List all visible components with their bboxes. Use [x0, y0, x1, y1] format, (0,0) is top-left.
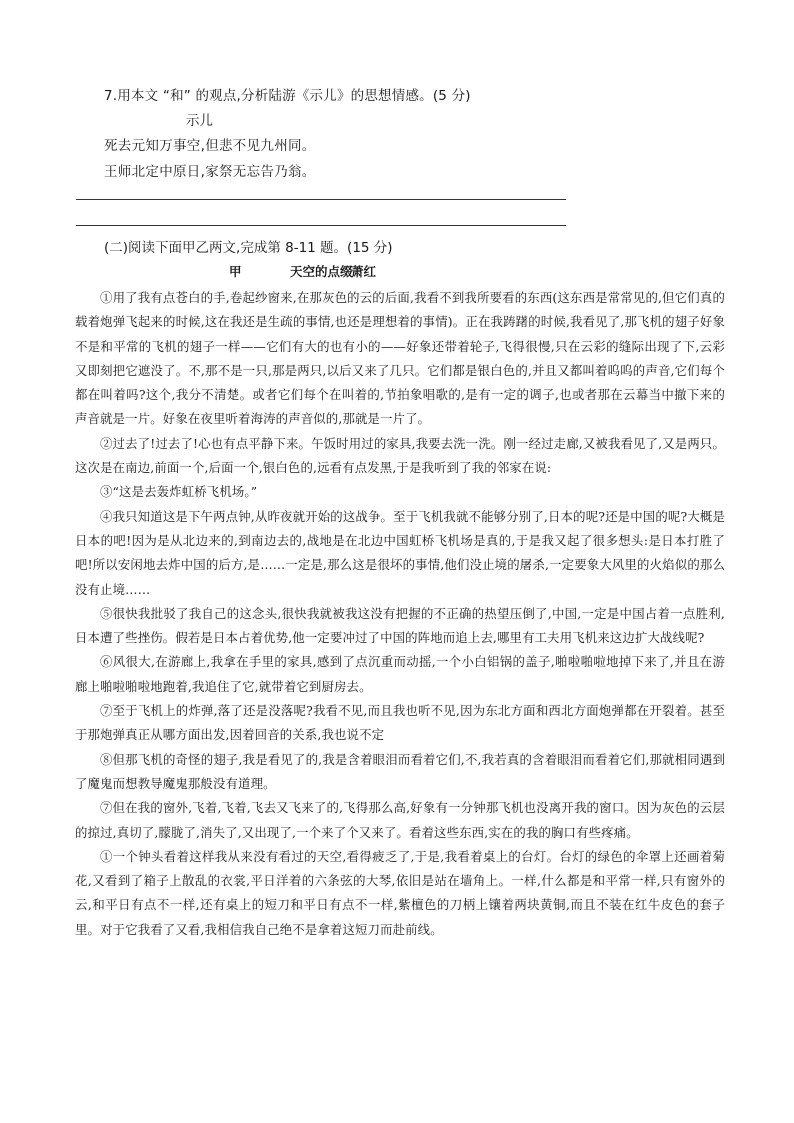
passage-mark: 甲 [229, 264, 242, 279]
paragraph: ①用了我有点苍白的手,卷起纱窗来,在那灰色的云的后面,我看不到我所要看的东西(这东西是常常见的,但它们真的载着炮弹飞起来的时候,这在我还是生疏的事情,也还是理想着的事情)。正在我踌躇的时候,我看见了,那飞机的翅子好象不是和平常的飞机的翅子一样——它们有大的也有小的——好象还带着轮子,飞得很慢,只在云彩的缝际出现了下,云彩又即刻把它遮没了。不,那不是一只,那是两只,以后又来了几只。它们都是银白色的,并且又都叫着呜呜的声音,它们每个都在叫着吗?这个,我分不清楚。或者它们每个在叫着的,节拍象唱歌的,是有一定的调子,也或者那在云幕当中撤下来的声音就是一片。好象在夜里听着海涛的声音似的,那就是一片了。 [75, 290, 725, 427]
paragraph: ⑤很快我批驳了我自己的这念头,很快我就被我这没有把握的不正确的热望压倒了,中国,一定是中国占着一点胜利,日本遭了些挫伤。假若是日本占着优势,他一定要冲过了中国的阵地而追上去,哪里有工夫用飞机来这边扩大战线呢? [75, 605, 725, 646]
paragraph: ⑥风很大,在游廊上,我拿在手里的家具,感到了点沉重而动摇,一个小白铝锅的盖子,啪啦啪啦地掉下来了,并且在游廊上啪啦啪啦地跑着,我追住了它,就带着它到厨房去。 [75, 654, 725, 694]
paragraph: ⑦至于飞机上的炸弹,落了还是没落呢?我看不见,而且我也听不见,因为东北方面和西北方面炮弹都在开裂着。甚至于那炮弹真正从哪方面出发,因着回音的关系,我也说不定 [75, 703, 725, 743]
poem-line-1: 死去元知万事空,但悲不见九州同。 [104, 138, 316, 154]
passage-title: 天空的点缀 [290, 264, 353, 279]
paragraph: ②过去了!过去了!心也有点平静下来。午饭时用过的家具,我要去洗一洗。刚一经过走廊,又被我看见了,又是两只。这次是在南边,前面一个,后面一个,银白色的,远看有点发黑,于是我听到了我的邻家在说: [75, 435, 725, 476]
answer-line [76, 199, 566, 200]
question-7-prompt: 7.用本文 “和” 的观点,分析陆游《示儿》的思想情感。(5 分) [104, 88, 471, 104]
paragraph: ④我只知道这是下午两点钟,从昨夜就开始的这战争。至于飞机我就不能够分别了,日本的呢?还是中国的呢?大概是日本的吧!因为是从北边来的,到南边去的,战地是在北边中国虹桥飞机场是真的,于是我又起了很多想头:是日本打胜了吧!所以安闲地去炸中国的后方,是……一定是,那么这是很坏的事情,他们没止境的屠杀,一定要象大风里的火焰似的那么没有止境…… [75, 508, 725, 597]
paragraph: ③“这是去轰炸虹桥飞机场。” [100, 484, 258, 500]
paragraph: ①一个钟头看着这样我从来没有看过的天空,看得疲乏了,于是,我看着桌上的台灯。台灯的绿色的伞罩上还画着菊花,又看到了箱子上散乱的衣裳,平日洋着的六条弦的大琴,依旧是站在墙角上。一样,什么都是和平常一样,只有窗外的云,和平日有点不一样,还有桌上的短刀和平日有点不一样,紫檀色的刀柄上镶着两块黄铜,而且不装在红牛皮色的套子里。对于它我看了又看,我相信我自己绝不是拿着这短刀而赴前线。 [75, 848, 725, 937]
poem-line-2: 王师北定中原日,家祭无忘告乃翁。 [104, 164, 316, 180]
passage-body [75, 286, 725, 942]
passage-author: 萧红 [351, 264, 377, 279]
poem-title: 示儿 [186, 113, 213, 129]
answer-line [76, 225, 566, 226]
section-heading: (二)阅读下面甲乙两文,完成第 8-11 题。(15 分) [104, 240, 393, 256]
paragraph: ⑧但那飞机的奇怪的翅子,我是看见了的,我是含着眼泪而看着它们,不,我若真的含着眼泪而看着它们,那就相同遇到了魔鬼而想教导魔鬼那般没有道理。 [75, 751, 725, 791]
paragraph: ⑦但在我的窗外,飞着,飞着,飞去又飞来了的,飞得那么高,好象有一分钟那飞机也没离开我的窗口。因为灰色的云层的掠过,真切了,朦胧了,消失了,又出现了,一个来了个又来了。看着这些东西,实在的我的胸口有些疼痛。 [75, 800, 725, 840]
